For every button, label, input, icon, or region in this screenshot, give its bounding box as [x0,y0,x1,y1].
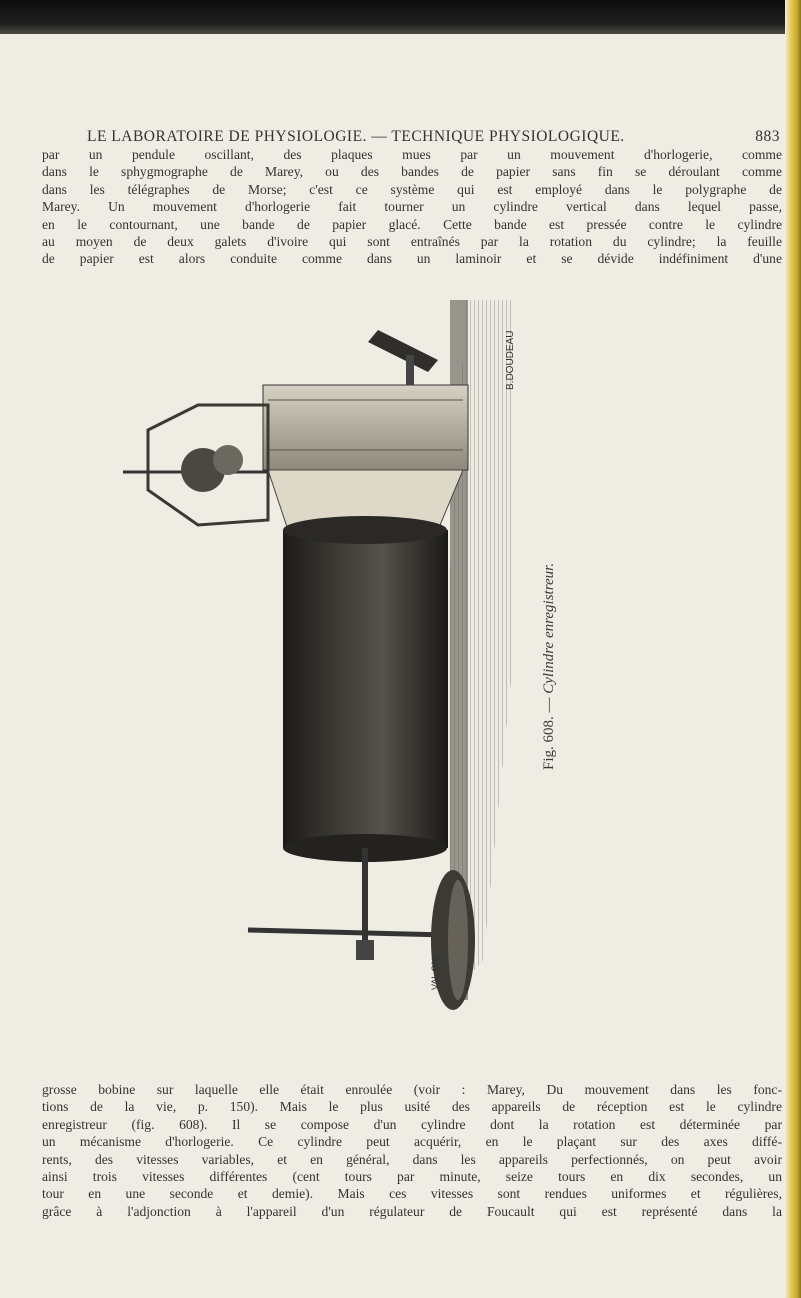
paragraph-bottom [42,1081,782,1220]
text-line: grosse bobine sur laquelle elle était enroulée (voir : Marey, Du mouvement dans les fonc- [42,1082,782,1097]
recording-drum [248,516,448,960]
text-line: en le contournant, une bande de papier glacé. Cette bande est pressée contre le cylindre [42,216,782,232]
page-number: 883 [755,128,780,145]
engraver-signature-2: VAL ON [430,957,440,990]
running-head [87,128,780,146]
key-handle [368,330,438,385]
scan-top-border [0,0,801,34]
text-line: de papier est alors conduite comme dans un laminoir et se dévide indéfiniment d'une [42,251,782,267]
engraver-signature: B.DOUDEAU [505,330,516,390]
page-edge [785,0,801,1298]
text-line: rents, des vitesses variables, et en général, dans les appareils perfectionnés, on peut avoir [42,1151,782,1167]
text-line: un mécanisme d'horlogerie. Ce cylindre peut acquérir, en le plaçant sur des axes diffé- [42,1134,782,1150]
text-line: Marey. Un mouvement d'horlogerie fait tourner un cylindre vertical dans lequel passe, [42,199,782,215]
caption-title: Cylindre enregistreur. [541,562,557,694]
regulator-assembly [123,405,268,525]
text-line: tour en une seconde et demie). Mais ces vitesses sont rendues uniformes et régulières, [42,1186,782,1202]
cylinder-recorder-illustration [118,300,528,1062]
clockwork-box [263,385,468,530]
text-line: ainsi trois vitesses différentes (cent tours par minute, seize tours en dix secondes, un [42,1169,782,1185]
text-line: dans les télégraphes de Morse; c'est ce système qui est employé dans le polygraphe de [42,181,782,197]
text-line: dans le sphygmographe de Marey, ou des bandes de papier sans fin se déroulant comme [42,164,782,180]
text-line: au moyen de deux galets d'ivoire qui sont entraînés par la rotation du cylindre; la feuille [42,234,782,250]
running-head-title: LE LABORATOIRE DE PHYSIOLOGIE. — TECHNIQUE PHYSIOLOGIQUE. [87,128,625,145]
text-line: enregistreur (fig. 608). Il se compose d'un cylindre dont la rotation est déterminée par [42,1116,782,1132]
text-line: grâce à l'adjonction à l'appareil d'un régulateur de Foucault qui est représenté dans la [42,1203,782,1219]
text-line: par un pendule oscillant, des plaques mues par un mouvement d'horlogerie, comme [42,147,782,162]
paragraph-top [42,146,782,268]
figure-caption [541,563,558,770]
caption-number: Fig. 608. — [541,697,557,770]
text-line: tions de la vie, p. 150). Mais le plus usité des appareils de réception est le cylindre [42,1099,782,1115]
